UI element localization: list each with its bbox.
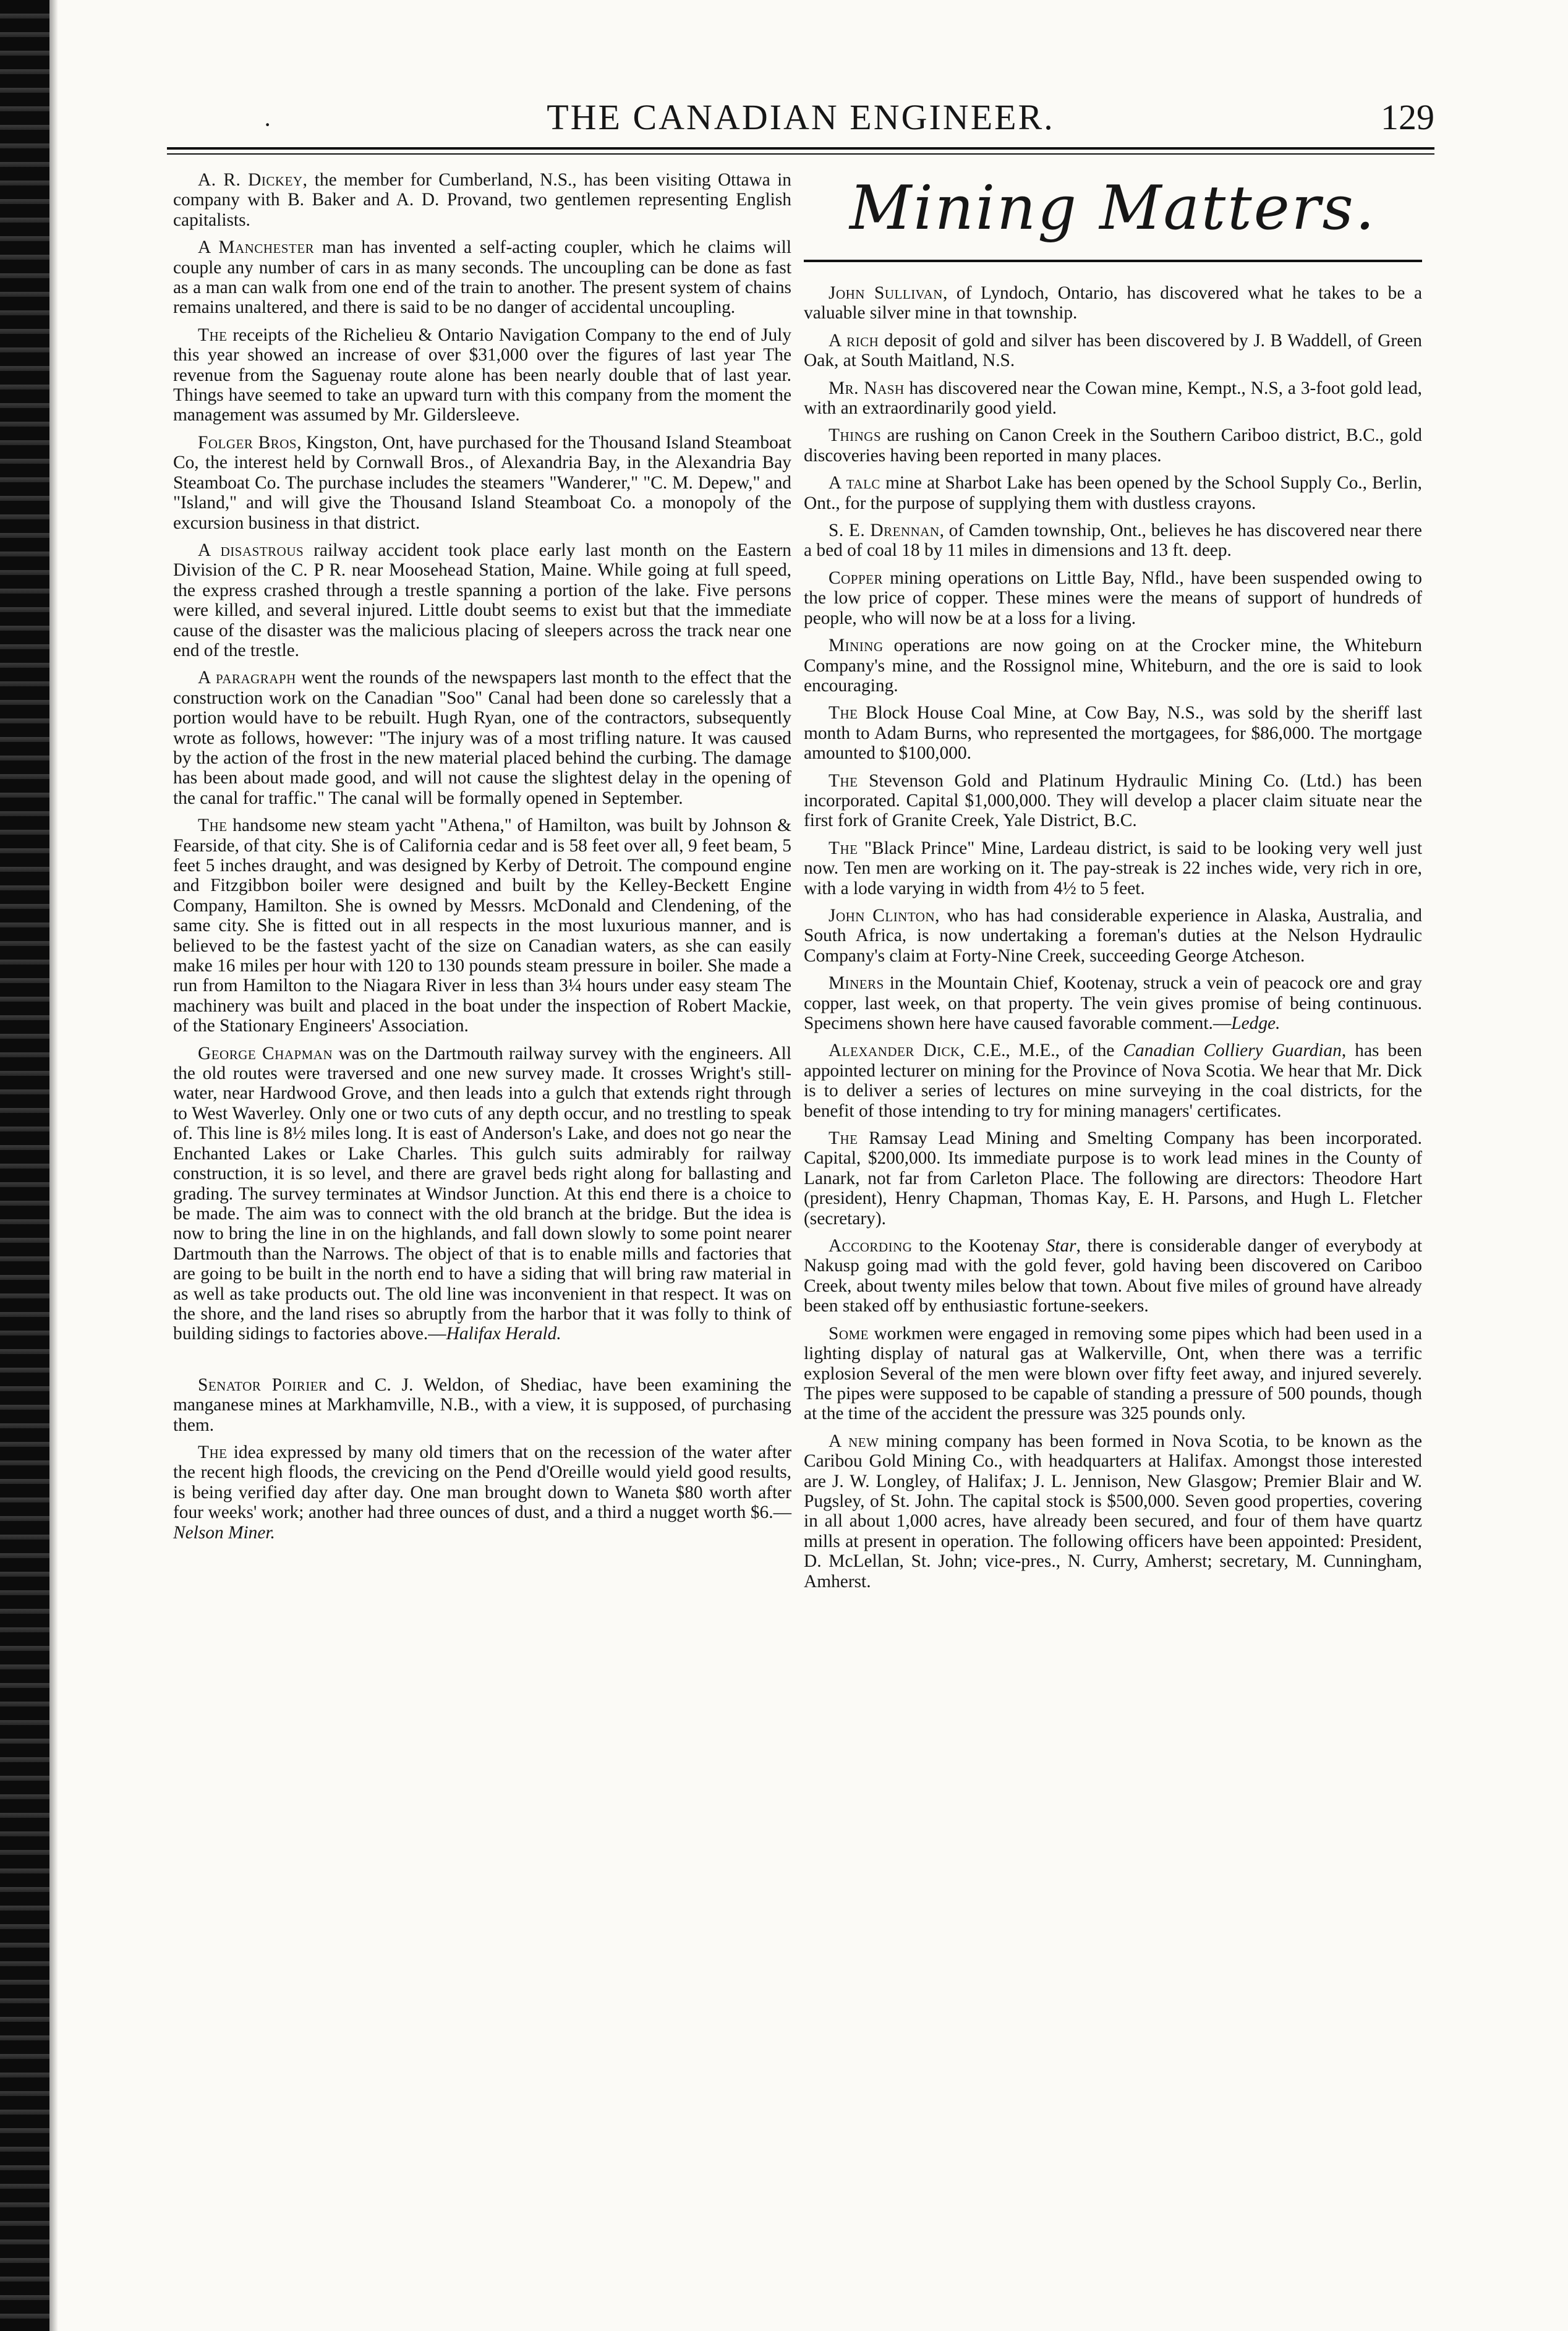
paragraph-text: , C.E., M.E., of the xyxy=(960,1041,1123,1061)
paragraph-text: in the Mountain Chief, Kootenay, struck a vein of peacock ore and gray copper, last week, on that property. The vein gives promise of being continuous. Specimens shown here have caused favorable comment.— xyxy=(804,973,1422,1033)
paragraph-lead: A rich xyxy=(829,330,879,351)
news-paragraph xyxy=(804,1431,1422,1592)
paragraph-lead: Alexander Dick xyxy=(829,1041,960,1061)
paragraph-lead: Senator Poirier xyxy=(198,1374,328,1395)
masthead xyxy=(167,93,1434,142)
news-paragraph xyxy=(804,331,1422,371)
paragraph-text-continued: , there is considerable danger of everybody at Nakusp going mad with the gold fever, gold having been discovered on Cariboo Creek, about twenty miles below that town. About five miles of ground have already been staked off by enthusiastic fortune-seekers. xyxy=(804,1236,1422,1316)
right-column-body xyxy=(804,283,1422,1592)
paragraph-lead: A new xyxy=(829,1431,879,1451)
paragraph-lead: The xyxy=(198,1442,228,1462)
paragraph-lead: S. E. Drennan xyxy=(829,521,940,541)
news-paragraph xyxy=(173,1442,791,1543)
paragraph-text: "Black Prince" Mine, Lardeau district, is said to be looking very well just now. Ten men are working on it. The pay-streak is 22 inches wide, very rich in ore, with a lode varying in width from 4½ to 5 feet. xyxy=(804,838,1422,898)
paragraph-text-continued: , has been appointed lecturer on mining for the Province of Nova Scotia. We hear that Mr. Dick is to deliver a series of lectures on mine surveying in the coal districts, for the benefit of those intending to try for mining managers' certificates. xyxy=(804,1041,1422,1121)
paragraph-text: idea expressed by many old timers that on the recession of the water after the recent high floods, the crevicing on the Pend d'Oreille would yield good results, is being verified day after day. One man brought down to Waneta $80 worth after four weeks' work; another had three ounces of dust, and a third a nugget worth $6.— xyxy=(173,1442,791,1523)
header-double-rule xyxy=(167,147,1434,155)
paragraph-text: to the Kootenay xyxy=(912,1236,1046,1256)
news-paragraph xyxy=(804,636,1422,696)
paragraph-lead: Some xyxy=(829,1323,869,1344)
heading-rule xyxy=(804,260,1422,262)
paragraph-lead: John Clinton xyxy=(829,905,935,926)
paragraph-lead: Miners xyxy=(829,973,884,994)
paragraph-text: man has invented a self-acting coupler, which he claims will couple any number of cars in as many seconds. The uncoupling can be done as fast as a man can walk from one end of the train to another. The present system of chains remains unaltered, and there is said to be no danger of accidental uncoupling. xyxy=(173,237,791,318)
paragraph-text: deposit of gold and silver has been discovered by J. B Waddell, of Green Oak, at South Maitland, N.S. xyxy=(804,330,1422,371)
paragraph-text: Stevenson Gold and Platinum Hydraulic Mining Co. (Ltd.) has been incorporated. Capital $1,000,000. They will develop a placer claim situate near the first fork of Granite Creek, Yale District, B.C. xyxy=(804,770,1422,831)
publication-title: THE CANADIAN ENGINEER. xyxy=(547,97,1055,137)
news-paragraph xyxy=(173,1375,791,1435)
news-paragraph xyxy=(804,771,1422,831)
news-paragraph xyxy=(173,170,791,230)
news-paragraph xyxy=(804,1236,1422,1316)
source-credit: Nelson Miner. xyxy=(173,1522,275,1543)
news-paragraph xyxy=(173,433,791,533)
paragraph-lead: The xyxy=(829,1128,858,1149)
paragraph-text: Ramsay Lead Mining and Smelting Company has been incorporated. Capital, $200,000. Its immediate purpose is to work lead mines in the County of Lanark, not far from Carleton Place. The following are directors: Theodore Hart (president), Henry Chapman, Thomas Kay, E. H. Parsons, and Hugh L. Fletcher (secretary). xyxy=(804,1128,1422,1229)
paragraph-text: , of Lyndoch, Ontario, has discovered what he takes to be a valuable silver mine in that township. xyxy=(804,283,1423,323)
paragraph-lead: Folger Bros xyxy=(198,432,297,453)
paragraph-text: handsome new steam yacht "Athena," of Hamilton, was built by Johnson & Fearside, of that city. She is of California cedar and is 58 feet over all, 9 feet beam, 5 feet 5 inches draught, and was designed by Kerby of Detroit. The compound engine and Fitzgibbon boiler were designed and built by the Kelley-Beckett Engine Company, Hamilton. She is owned by Messrs. McDonald and Clendening, of the same city. She is fitted out in all respects in the most luxurious manner, and is believed to be the fastest yacht of the size on Canadian waters, as she can easily make 16 miles per hour with 120 to 130 pounds steam pressure in boiler. She made a run from Hamilton to the Niagara River in less than 3¼ hours under easy steam The machinery was built and placed in the boat under the inspection of Robert Mackie, of the Stationary Engineers' Association. xyxy=(173,816,791,1036)
news-paragraph xyxy=(804,1324,1422,1424)
book-binding-edge xyxy=(0,0,49,2331)
paragraph-lead: Mr. Nash xyxy=(829,378,905,398)
paragraph-text: are rushing on Canon Creek in the Southern Cariboo district, B.C., gold discoveries having been reported in many places. xyxy=(804,425,1422,466)
source-credit: Ledge. xyxy=(1231,1013,1280,1033)
news-paragraph xyxy=(173,1044,791,1344)
news-paragraph xyxy=(804,521,1422,561)
news-paragraph xyxy=(804,906,1422,966)
page-number: 129 xyxy=(1381,97,1434,137)
publication-name: Star xyxy=(1046,1236,1076,1256)
paragraph-text: has discovered near the Cowan mine, Kempt., N.S, a 3-foot gold lead, with an extraordinarily good yield. xyxy=(804,378,1423,419)
publication-name: Canadian Colliery Guardian xyxy=(1123,1041,1342,1061)
news-paragraph xyxy=(804,473,1422,513)
news-paragraph xyxy=(173,668,791,808)
paragraph-lead: A talc xyxy=(829,473,880,493)
paragraph-text: was on the Dartmouth railway survey with the engineers. All the old routes were traversed and one new survey made. It crosses Wright's still-water, near Hardwood Grove, and then leads into a gulch that extends right through to West Waverley. Only one or two cuts of any depth occur, and no trestling to speak of. This line is 8½ miles long. It is east of Anderson's Lake, and does not go near the Enchanted Lakes or Lake Charles. This gulch suits admirably for railway construction, it is so level, and there are gravel beds right along for ballasting and grading. The survey terminates at Windsor Junction. At this end there is a choice to be made. The aim was to connect with the old branch at the bridge. But the idea is now to bring the line in on the highlands, and fall down slowly to some point nearer Dartmouth than the Narrows. The object of that is to enable mills and factories that are going to be built in the north end to have a siding that will bring raw material in as well as take products out. The old line was inconvenient in that respect. It was on the shore, and the land rises so abruptly from the harbor that it was folly to think of building sidings to factories above.— xyxy=(173,1043,791,1344)
left-column xyxy=(173,170,791,1550)
paragraph-text: Block House Coal Mine, at Cow Bay, N.S., was sold by the sheriff last month to Adam Burns, who represented the mortgagees, for $86,000. The mortgage amounted to $100,000. xyxy=(804,703,1422,764)
paragraph-lead: Things xyxy=(829,425,882,446)
paragraph-text: , Kingston, Ont, have purchased for the Thousand Island Steamboat Co, the interest held by Cornwall Bros., of Alexandria Bay, in the Alexandria Bay Steamboat Co. The purchase includes the steamers "Wanderer," "C. M. Depew," and "Island," and will give the Thousand Island Steamboat Co. a monopoly of the excursion business in that district. xyxy=(173,432,791,533)
news-paragraph xyxy=(804,1041,1422,1121)
paragraph-text: went the rounds of the newspapers last month to the effect that the construction work on the Canadian "Soo" Canal had been done so carelessly that a portion would have to be rebuilt. Hugh Ryan, one of the contractors, subsequently wrote as follows, however: "The injury was of a most trifling nature. It was caused by the action of the frost in the new material placed behind the curbing. The damage has been about made good, and will not cause the slightest delay in the opening of the canal for traffic." The canal will be formally opened in September. xyxy=(173,668,791,808)
news-paragraph xyxy=(173,237,791,318)
news-paragraph xyxy=(173,540,791,660)
paragraph-lead: The xyxy=(198,816,228,836)
paragraph-lead: A Manchester xyxy=(198,237,315,258)
news-paragraph xyxy=(173,816,791,1036)
paragraph-lead: Mining xyxy=(829,636,884,656)
paragraph-text: mine at Sharbot Lake has been opened by the School Supply Co., Berlin, Ont., for the purpose of supplying them with dustless crayons. xyxy=(804,473,1422,513)
article-separator xyxy=(173,1352,791,1375)
news-paragraph xyxy=(804,425,1422,466)
paragraph-text: railway accident took place early last month on the Eastern Division of the C. P R. near Moosehead Station, Maine. While going at full speed, the express crashed through a trestle spanning a portion of the lake. Five persons were killed, and several injured. Little doubt seems to exist but that the immediate cause of the disaster was the malicious placing of sleepers across the track near one end of the trestle. xyxy=(173,540,791,660)
news-paragraph xyxy=(804,1128,1422,1229)
paragraph-text: mining company has been formed in Nova Scotia, to be known as the Caribou Gold Mining Co., with headquarters at Halifax. Amongst those interested are J. W. Longley, of Halifax; J. L. Jennison, New Glasgow; Premier Blair and W. Pugsley, of St. John. The capital stock is $500,000. Seven good properties, covering in all about 1,000 acres, have already been secured, and four of them have quartz mills at present in operation. The following officers have been appointed: President, D. McLellan, St. John; vice-pres., N. Curry, Amherst; secretary, M. Cunningham, Amherst. xyxy=(804,1431,1423,1592)
news-paragraph xyxy=(804,703,1422,763)
paragraph-lead: John Sullivan xyxy=(829,283,943,303)
news-paragraph xyxy=(804,568,1422,628)
paragraph-text: , who has had considerable experience in Alaska, Australia, and South Africa, is now undertaking a foreman's duties at the Nelson Hydraulic Company's claim at Forty-Nine Creek, succeeding George Atcheson. xyxy=(804,905,1422,966)
paragraph-lead: Copper xyxy=(829,568,883,588)
news-paragraph xyxy=(804,973,1422,1033)
paragraph-text: , of Camden township, Ont., believes he has discovered near there a bed of coal 18 by 11 miles in dimensions and 13 ft. deep. xyxy=(804,521,1422,561)
paragraph-text: the member for Cumberland, N.S., has been visiting Ottawa in company with B. Baker and A. D. Provand, two gentlemen representing English capitalists. xyxy=(173,170,792,230)
paragraph-text: workmen were engaged in removing some pipes which had been used in a lighting display of natural gas at Walkerville, Ont, when there was a terrific explosion Several of the men were blown over fifty feet away, and injured severely. The pipes were supposed to be capable of standing a pressure of 500 pounds, though at the time of the accident the pressure was 325 pounds only. xyxy=(804,1323,1422,1424)
section-heading-mining-matters: Mining Matters. xyxy=(850,173,1376,244)
paragraph-text: and C. J. Weldon, of Shediac, have been examining the manganese mines at Markhamville, N.B., with a view, it is supposed, of purchasing them. xyxy=(173,1374,792,1435)
paragraph-text: operations are now going on at the Crocker mine, the Whiteburn Company's mine, and the Rossignol mine, Whiteburn, and the ore is said to look encouraging. xyxy=(804,636,1422,696)
source-credit: Halifax Herald. xyxy=(446,1324,561,1344)
paragraph-lead: The xyxy=(829,703,858,723)
right-column xyxy=(804,162,1422,1599)
paragraph-lead: The xyxy=(829,838,858,858)
news-paragraph xyxy=(173,325,791,425)
news-paragraph xyxy=(804,838,1422,898)
paragraph-lead: The xyxy=(198,325,228,345)
masthead-dot: · xyxy=(263,111,272,138)
paragraph-lead: George Chapman xyxy=(198,1043,333,1063)
paragraph-lead: The xyxy=(829,770,858,791)
paragraph-text: receipts of the Richelieu & Ontario Navigation Company to the end of July this year showed an increase of over $31,000 over the figures of last year The revenue from the Saguenay route alone has been nearly double that of last year. Things have seemed to take an upward turn with this company from the moment the management was assumed by Mr. Gildersleeve. xyxy=(173,325,791,425)
news-paragraph xyxy=(804,378,1422,419)
paragraph-lead: According xyxy=(829,1236,913,1256)
news-paragraph xyxy=(804,283,1422,323)
paragraph-lead: A paragraph xyxy=(198,668,296,688)
paragraph-lead: A disastrous xyxy=(198,540,304,560)
paragraph-text: mining operations on Little Bay, Nfld., have been suspended owing to the low price of copper. These mines were the means of support of hundreds of people, who will now be at a loss for a living. xyxy=(804,568,1422,628)
paragraph-lead: A. R. Dickey, xyxy=(198,170,308,190)
